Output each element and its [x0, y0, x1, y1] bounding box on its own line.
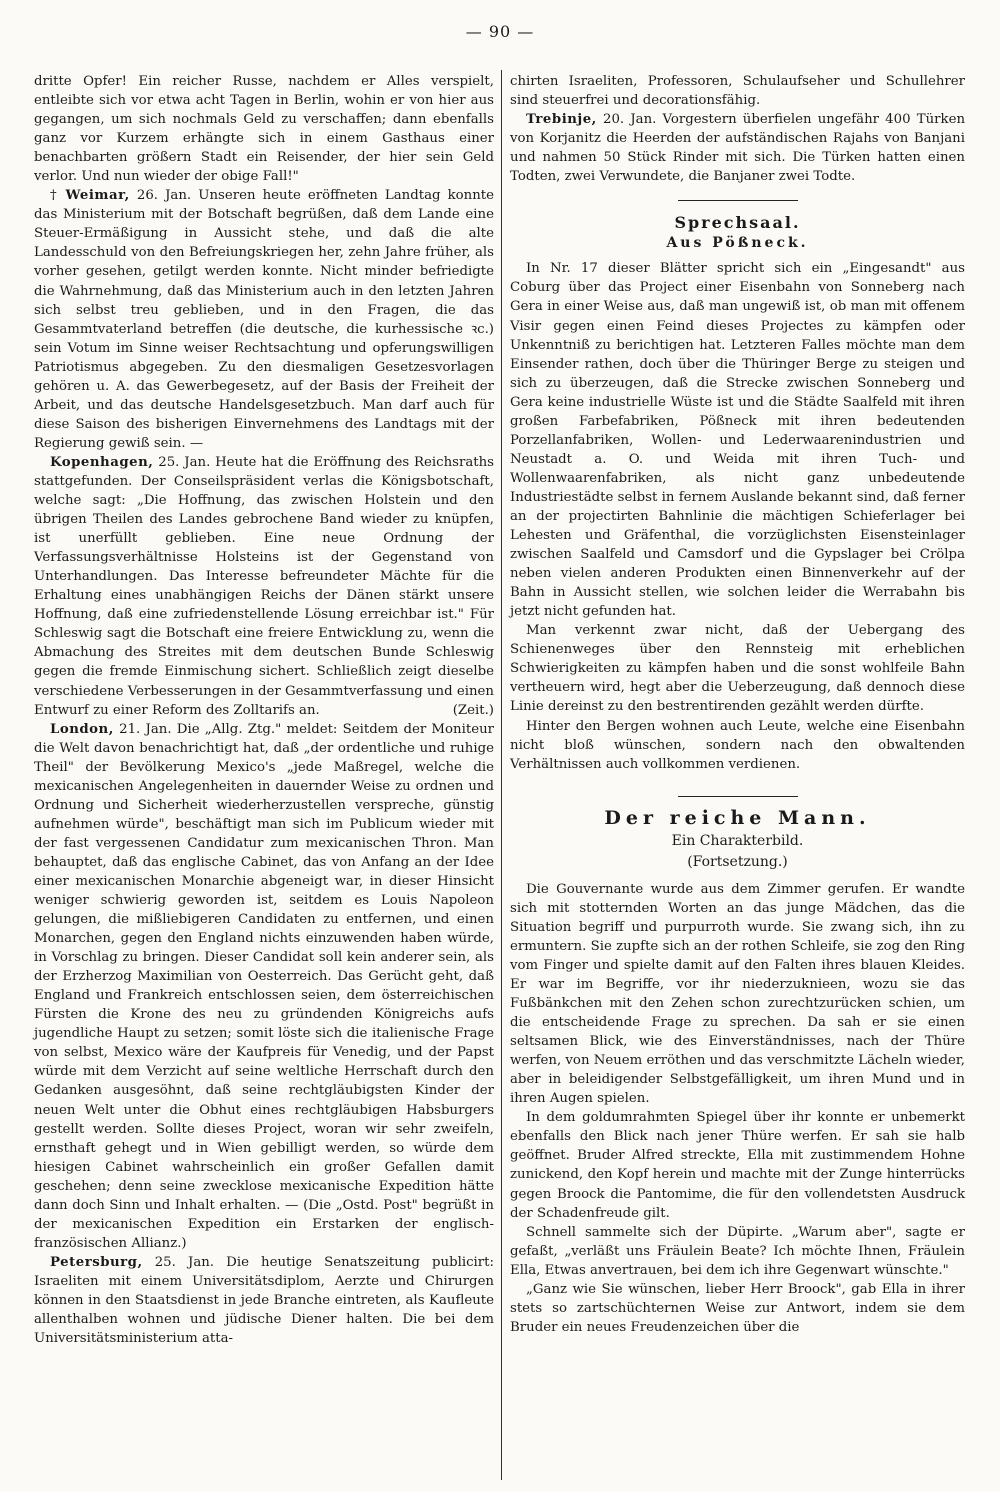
article-weimar: [34, 186, 494, 453]
dagger-mark: †: [50, 188, 60, 204]
story-paragraph: Die Gouvernante wurde aus dem Zimmer gerufen. Er wandte sich mit stotternden Worten an das junge Mädchen, das die Situation begriff und purpurroth wurde. Sie zwang sich, ihn zu ermuntern. Sie zupfte sich an der rothen Schleife, sie zog den Ring vom Finger und spielte damit auf den Falten ihres blauen Kleides. Er war im Begriffe, vor ihr niederzuknieen, wozu sie das Fußbänkchen mit den Zehen schon zurechtzurücken schien, um die entscheidende Frage zu sprechen. Da sah er sie einen seltsamen Blick, wie des Einverständnisses, nach der Thüre werfen, von Neuem erröthen und das verschmitzte Lächeln wieder, aber in beleidigender Selbstgefälligkeit, um ihren Mund und in ihren Augen spielen.: [510, 881, 965, 1107]
article-kopenhagen-text: 25. Jan. Heute hat die Eröffnung des Reichsraths stattgefunden. Der Conseilspräsident verlas die Königsbotschaft, welche sagt: „Die Hoffnung, das zwischen Holstein und den übrigen Theilen des Landes gebrochene Band wieder zu knüpfen, ist unerfüllt geblieben. Eine neue Ordnung der Verfassungsverhältnisse Holsteins ist der Gegenstand von Unterhandlungen. Das Interesse befreundeter Mächte für die Erhaltung eines unabhängigen Reichs der Dänen stärkt unsere Hoffnung, daß eine zufriedenstellende Lösung erreichbar ist." Für Schleswig sagt die Botschaft eine freiere Entwicklung zu, wenn die Abmachung des Streites mit dem deutschen Bunde Schleswig gegen die fremde Einmischung sichert. Schließlich zeigt dieselbe verschiedene Verbesserungen in der Gesammtverfassung und einen Entwurf zu einer Reform des Zolltarifs an.: [34, 454, 494, 718]
story-paragraph: „Ganz wie Sie wünschen, lieber Herr Broock", gab Ella in ihrer stets so zartschüchternen Weise zur Antwort, indem sie dem Bruder ein neues Freudenzeichen über die: [510, 1281, 965, 1335]
article-petersburg: [34, 1253, 494, 1348]
article-petersburg-text: 25. Jan. Die heutige Senatszeitung publicirt: Israeliten mit einem Universitätsdiplom, Aerzte und Chirurgen können in den Staatsdienst in jede Branche eintreten, als Kaufleute allenthalben wohnen und jüdische Diener halten. Die bei dem Universitätsministerium atta-: [34, 1254, 494, 1347]
story-paragraph: In dem goldumrahmten Spiegel über ihr konnte er unbemerkt ebenfalls den Blick nach jener Thüre werfen. Er sah sie halb geöffnet. Bruder Alfred streckte, Ella mit zustimmendem Hohne zunickend, den Kopf herein und machte mit der Zunge hinterrücks gegen Broock die Pantomime, die für den vollendetsten Ausdruck der Schadenfreude gilt.: [510, 1110, 965, 1221]
dateline-petersburg: Petersburg,: [50, 1254, 143, 1270]
left-column: [34, 72, 494, 1348]
story-paragraph: Schnell sammelte sich der Düpirte. „Warum aber", sagte er gefaßt, „verläßt uns Fräulein Beate? Ich möchte Ihnen, Fräulein Ella, Etwas anvertrauen, bei dem ich ihre Gegenwart wünschte.": [510, 1224, 965, 1278]
dateline-weimar: Weimar,: [65, 188, 130, 204]
section-rule: [678, 200, 798, 201]
article-kopenhagen: [34, 453, 494, 720]
dateline-kopenhagen: Kopenhagen,: [50, 454, 154, 470]
section-rule: [678, 796, 798, 797]
sprechsaal-paragraph: In Nr. 17 dieser Blätter spricht sich ein „Eingesandt" aus Coburg über das Project einer Eisenbahn von Sonneberg nach Gera in einer Weise aus, daß man ungewiß ist, ob man mit offenem Visir gegen einen Feind dieses Projectes zu kämpfen oder Unkenntniß zu berichtigen hat. Letzteren Falles möchte man dem Einsender rathen, doch über die Thüringer Berge zu steigen und sich zu überzeugen, daß die Strecke zwischen Sonneberg und Gera keine industrielle Wüste ist und die Städte Saalfeld mit ihren großen Farbefabriken, Pößneck mit ihren bedeutenden Porzellanfabriken, Wollen- und Lederwaarenindustrien und Neustadt a. O. und Weida mit ihren Tuch- und Wollenwaarenfabriken, als nicht ganz unbedeutende Industriestädte selbst in fernem Auslande bekannt sind, daß ferner an der projectirten Bahnlinie die mächtigen Schieferlager bei Lehesten und Gräfenthal, die vorzüglichsten Eisensteinlager zwischen Saalfeld und Camsdorf und die Gypslager bei Crölpa neben vielen anderen Produkten einen Binnenverkehr auf der Bahn in Aussicht stellen, wie solchen leider die Werrabahn bis jetzt nicht gefunden hat.: [510, 261, 965, 620]
page-number: — 90 —: [465, 22, 535, 41]
sprechsaal-paragraph: Hinter den Bergen wohnen auch Leute, welche eine Eisenbahn nicht bloß wünschen, sondern nach den obwaltenden Verhältnissen auch vollkommen verdienen.: [510, 718, 965, 772]
story-subtitle: Ein Charakterbild.: [671, 832, 804, 849]
article-london: [34, 720, 494, 1253]
section-subtitle: Aus Pößneck.: [666, 235, 809, 252]
article-weimar-text: 26. Jan. Unseren heute eröffneten Landtag konnte das Ministerium mit der Botschaft begrüßen, daß dem Lande eine Steuer-Ermäßigung in Aussicht stehe, und daß die alte Landesschuld von den Befreiungskriegen her, zehn Jahre früher, als vorher gesehen, getilgt werden konnte. Nicht minder befriedigte die Wahrnehmung, daß das Ministerium auch in den letzten Jahren sich selbst treu geblieben, und in den Fragen, die das Gesammtvaterland betreffen (die deutsche, die kurhessische ꝛc.) sein Votum im Sinne weiser Rechtsachtung und opferungswilligen Patriotismus abgegeben. Zu den diesmaligen Gesetzesvorlagen gehören u. A. das Gewerbegesetz, auf der Basis der Freiheit der Arbeit, und das deutsche Handelsgesetzbuch. Man darf auch für diese Saison des bisherigen Einvernehmens des Landtags mit der Regierung gewiß sein. —: [34, 188, 495, 451]
article-london-text: 21. Jan. Die „Allg. Ztg." meldet: Seitdem der Moniteur die Welt davon benachrichtigt hat, daß „der ordentliche und ruhige Theil" der Bevölkerung Mexico's „jede Maßregel, welche die mexicanischen Angelegenheiten in dauernder Weise zu ordnen und Ordnung und Sicherheit wiederherzustellen verspreche, günstig aufnehmen würde", beschäftigt man sich im Publicum wieder mit der fast vergessenen Candidatur zum mexicanischen Thron. Man behauptet, daß das englische Cabinet, das von Anfang an der Idee einer mexicanischen Monarchie abgeneigt war, in dieser Hinsicht weniger schwierig geworden ist, seitdem es Louis Napoleon gelungen, die mißliebigeren Candidaten zu entfernen, und einen Monarchen, gegen den England nichts einzuwenden haben würde, in Vorschlag zu bringen. Dieser Candidat soll kein anderer sein, als der Erzherzog Maximilian von Oesterreich. Das Gerücht geht, daß England und Frankreich entschlossen seien, dem österreichischen Fürsten die Krone des neu zu gründenden Königreichs aufs jugendliche Haupt zu setzen; somit löste sich die italienische Frage von selbst, Mexico wäre der Kaufpreis für Venedig, und der Papst würde mit dem Verzicht auf seine weltliche Herrschaft durch den Gedanken ausgesöhnt, daß seine rechtgläubigsten Kinder der neuen Welt unter die Obhut eines rechtgläubigen Habsburgers gestellt werden. Sollte dieses Project, woran wir sehr zweifeln, ernsthaft gehegt und in Wien gebilligt werden, so würde dem hiesigen Cabinet wahrscheinlich ein großer Gefallen damit geschehen; denn seine zwecklose mexicanische Expedition hätte dann doch Sinn und Inhalt erhalten. — (Die „Ostd. Post" begrüßt in der mexicanischen Expedition ein Erstarken der englisch-französischen Allianz.): [34, 721, 494, 1251]
article-continuation: dritte Opfer! Ein reicher Russe, nachdem er Alles verspielt, entleibte sich vor etwa acht Tagen in Berlin, wohin er von hier aus gegangen, um sich nochmals Geld zu verschaffen; dann ebenfalls ganz vor Kurzem erhängte sich in einem Gasthaus einer benachbarten größern Stadt ein Reisender, der hier sein Geld verlor. Und nun wieder der obige Fall!": [34, 74, 494, 185]
section-title-sprechsaal: Sprechsaal.: [674, 213, 801, 233]
article-trebinje-text: 20. Jan. Vorgestern überfielen ungefähr 400 Türken von Korjanitz die Heerden der aufständischen Rajahs von Banjani und nahmen 50 Stück Rinder mit sich. Die Türken hatten einen Todten, zwei Verwundete, die Banjaner zwei Todte.: [510, 112, 966, 185]
article-continuation-right: chirten Israeliten, Professoren, Schulaufseher und Schullehrer sind steuerfrei und decorationsfähig.: [510, 74, 965, 109]
right-column: [510, 72, 965, 1337]
story-continuation-note: (Fortsetzung.): [687, 853, 788, 870]
article-trebinje: [510, 110, 965, 186]
dateline-trebinje: Trebinje,: [526, 112, 597, 128]
sprechsaal-paragraph: Man verkennt zwar nicht, daß der Uebergang des Schienenweges über den Rennsteig mit erheblichen Schwierigkeiten zu kämpfen haben und die sonst wohlfeile Bahn vertheuern wird, hegt aber die Ueberzeugung, daß dennoch diese Linie dereinst zu den bestrentirenden gezählt werden dürfte.: [510, 623, 965, 715]
dateline-london: London,: [50, 721, 114, 737]
source-note: (Zeit.): [452, 702, 494, 718]
column-divider: [501, 70, 502, 1480]
story-title: Der reiche Mann.: [604, 806, 871, 829]
